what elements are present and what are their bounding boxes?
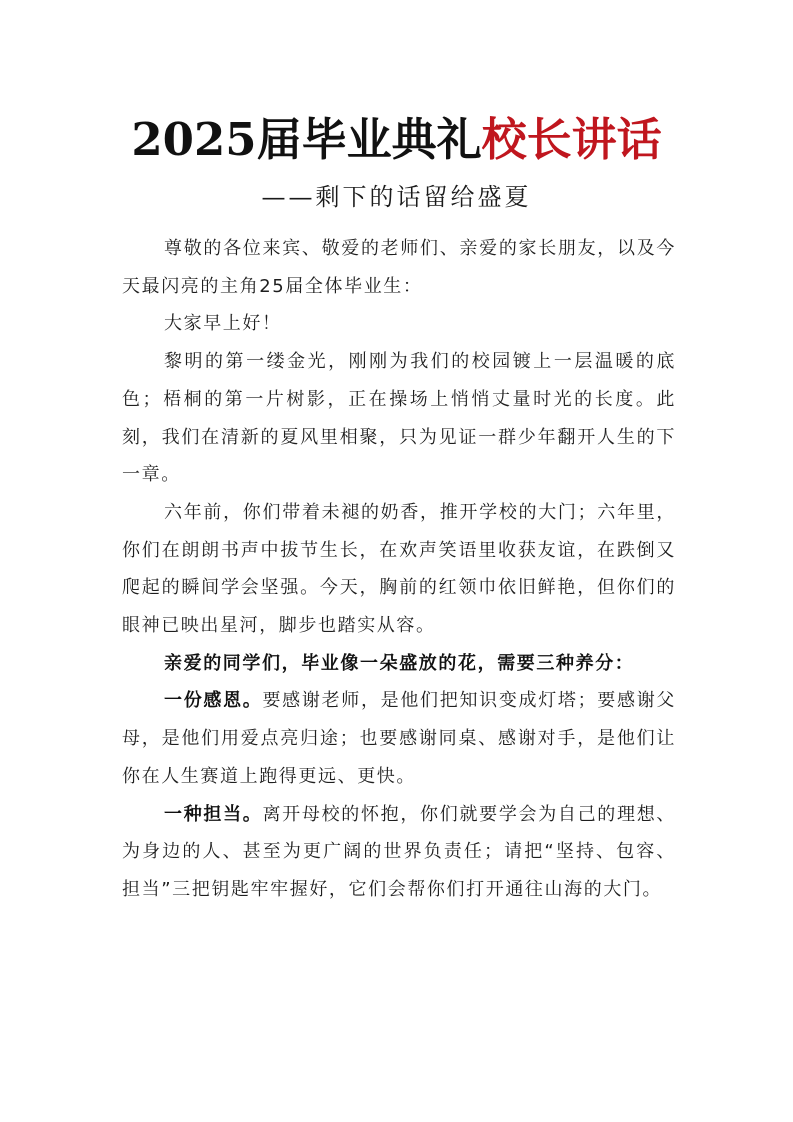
paragraph-text: 大家早上好！ xyxy=(164,313,282,335)
paragraph-bold-lead: 一种担当。 xyxy=(164,803,263,825)
paragraph-greeting xyxy=(122,230,676,305)
paragraph-morning xyxy=(122,305,676,343)
paragraph-bold-lead: 亲爱的同学们，毕业像一朵盛放的花，需要三种养分： xyxy=(164,652,635,674)
paragraph-gratitude xyxy=(122,682,676,795)
paragraph-text: 要感谢老师，是他们把知识变成灯塔；要感谢父母，是他们用爱点亮归途；也要感谢同桌、感谢对手，是他们让你在人生赛道上跑得更远、更快。 xyxy=(122,690,676,787)
paragraph-text: 尊敬的各位来宾、敬爱的老师们、亲爱的家长朋友，以及今天最闪亮的主角25届全体毕业生： xyxy=(122,238,676,297)
paragraph-six-years xyxy=(122,494,676,645)
paragraph-text: 离开母校的怀抱，你们就要学会为自己的理想、为身边的人、甚至为更广阔的世界负责任；请把“坚持、包容、担当”三把钥匙牢牢握好，它们会帮你们打开通往山海的大门。 xyxy=(122,803,676,900)
paragraph-responsibility xyxy=(122,796,676,909)
paragraph-bold-lead: 一份感恩。 xyxy=(164,690,263,712)
page-subtitle: ——剩下的话留给盛夏 xyxy=(261,183,532,211)
paragraph-text: 黎明的第一缕金光，刚刚为我们的校园镀上一层温暖的底色；梧桐的第一片树影，正在操场上悄悄丈量时光的长度。此刻，我们在清新的夏风里相聚，只为见证一群少年翻开人生的下一章。 xyxy=(122,351,676,486)
title-main: 2025届毕业典礼 xyxy=(131,113,482,166)
paragraph-text: 六年前，你们带着未褪的奶香，推开学校的大门；六年里，你们在朗朗书声中拔节生长，在欢声笑语里收获友谊，在跌倒又爬起的瞬间学会坚强。今天，胸前的红领巾依旧鲜艳，但你们的眼神已映出星河，脚步也踏实从容。 xyxy=(122,501,676,637)
speech-body xyxy=(122,230,676,909)
paragraph-three-nutrients xyxy=(122,645,676,683)
paragraph-dawn xyxy=(122,343,676,494)
page-title xyxy=(0,112,793,168)
title-highlight: 校长讲话 xyxy=(481,113,662,166)
